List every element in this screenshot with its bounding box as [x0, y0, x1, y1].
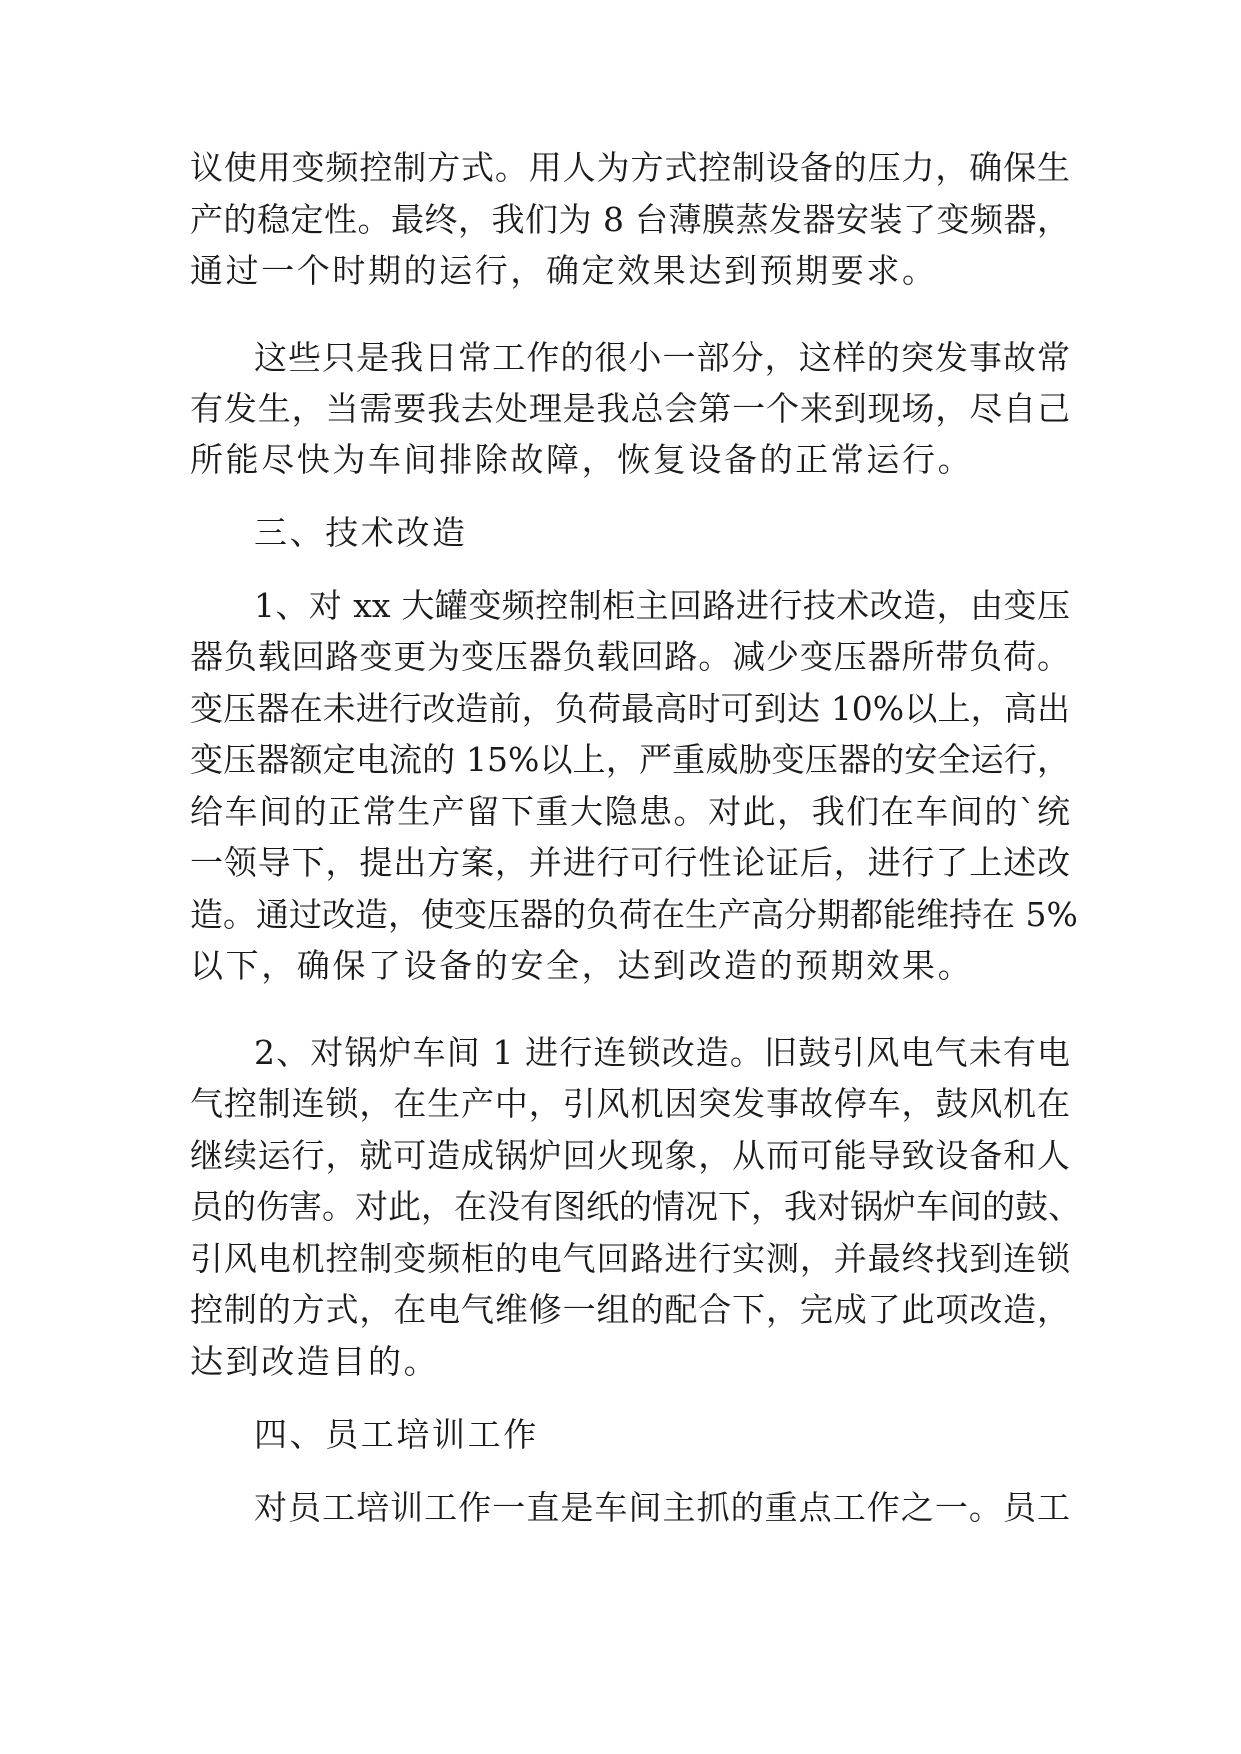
paragraph-line: 造。通过改造，使变压器的负荷在生产高分期都能维持在 5% [190, 895, 1078, 934]
paragraph-line: 变压器在未进行改造前，负荷最高时可到达 10%以上，高出 [190, 689, 1070, 728]
paragraph-line: 产的稳定性。最终，我们为 8 台薄膜蒸发器安装了变频器， [190, 200, 1070, 239]
paragraph-line: 一领导下，提出方案，并进行可行性论证后，进行了上述改 [190, 843, 1070, 882]
paragraph-line: 有发生，当需要我去处理是我总会第一个来到现场，尽自己 [190, 389, 1070, 428]
paragraph-line: 引风电机控制变频柜的电气回路进行实测，并最终找到连锁 [190, 1239, 1070, 1278]
section-heading: 四、员工培训工作 [254, 1415, 539, 1454]
paragraph-line: 对员工培训工作一直是车间主抓的重点工作之一。员工 [254, 1488, 1070, 1527]
paragraph-line: 通过一个时期的运行，确定效果达到预期要求。 [190, 251, 938, 290]
paragraph-line: 1、对 xx 大罐变频控制柜主回路进行技术改造，由变压 [254, 586, 1070, 625]
paragraph-line: 变压器额定电流的 15%以上，严重威胁变压器的安全运行， [190, 740, 1070, 779]
paragraph-line: 继续运行，就可造成锅炉回火现象，从而可能导致设备和人 [190, 1136, 1070, 1175]
paragraph-line: 2、对锅炉车间 1 进行连锁改造。旧鼓引风电气未有电 [254, 1033, 1070, 1072]
paragraph-line: 以下，确保了设备的安全，达到改造的预期效果。 [190, 946, 974, 985]
paragraph-line: 这些只是我日常工作的很小一部分，这样的突发事故常 [254, 338, 1070, 377]
paragraph-line: 员的伤害。对此，在没有图纸的情况下，我对锅炉车间的鼓、 [190, 1187, 1081, 1226]
paragraph-line: 所能尽快为车间排除故障，恢复设备的正常运行。 [190, 440, 974, 479]
paragraph-line: 议使用变频控制方式。用人为方式控制设备的压力，确保生 [190, 148, 1070, 187]
paragraph-line: 器负载回路变更为变压器负载回路。减少变压器所带负荷。 [190, 637, 1070, 676]
paragraph-line: 达到改造目的。 [190, 1342, 440, 1381]
section-heading: 三、技术改造 [254, 513, 468, 552]
paragraph-line: 给车间的正常生产留下重大隐患。对此，我们在车间的`统 [190, 792, 1070, 831]
paragraph-line: 控制的方式，在电气维修一组的配合下，完成了此项改造， [190, 1290, 1070, 1329]
paragraph-line: 气控制连锁，在生产中，引风机因突发事故停车，鼓风机在 [190, 1084, 1070, 1123]
